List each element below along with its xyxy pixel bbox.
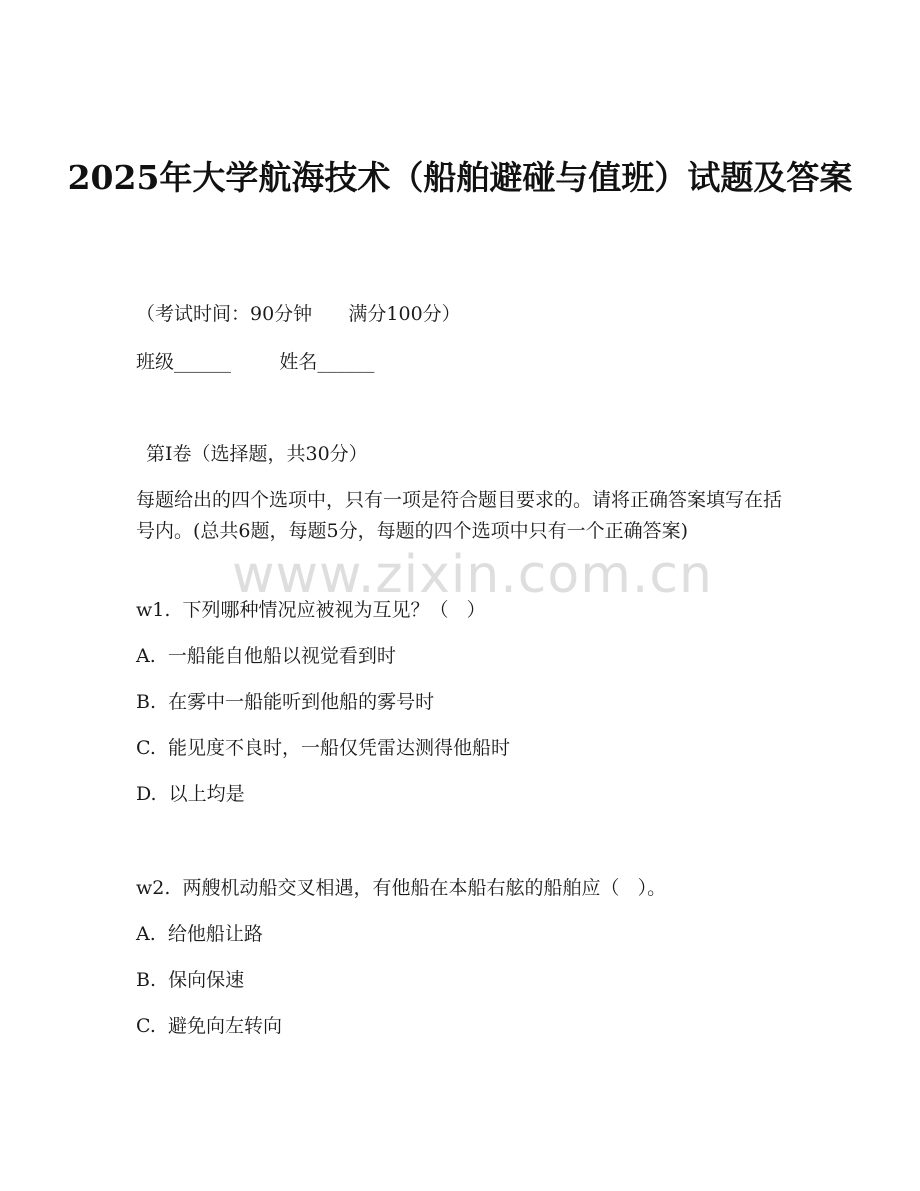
question-option: A. 一船能自他船以视觉看到时 — [136, 645, 396, 667]
question-stem: w1. 下列哪种情况应被视为互见？（ ） — [136, 599, 486, 621]
question-option: B. 在雾中一船能听到他船的雾号时 — [136, 691, 435, 713]
watermark: www.zixin.com.cn — [232, 545, 713, 605]
section-heading: 第I卷（选择题，共30分） — [146, 443, 368, 465]
question-option: C. 避免向左转向 — [136, 1015, 282, 1037]
question-option: D. 以上均是 — [136, 783, 245, 805]
question-stem: w2. 两艘机动船交叉相遇，有他船在本船右舷的船舶应（ ）。 — [136, 877, 667, 899]
question-option: A. 给他船让路 — [136, 923, 263, 945]
question-option: B. 保向保速 — [136, 969, 245, 991]
document-title: 2025年大学航海技术（船舶避碰与值班）试题及答案 — [67, 158, 853, 197]
question-option: C. 能见度不良时，一船仅凭雷达测得他船时 — [136, 737, 510, 759]
instructions-paragraph: 每题给出的四个选项中，只有一项是符合题目要求的。请将正确答案填写在括号内。(总共6题，每题5分，每题的四个选项中只有一个正确答案) — [136, 489, 783, 542]
exam-info: （考试时间：90分钟 满分100分） — [136, 303, 461, 325]
class-name-line: 班级______ 姓名______ — [136, 351, 375, 373]
